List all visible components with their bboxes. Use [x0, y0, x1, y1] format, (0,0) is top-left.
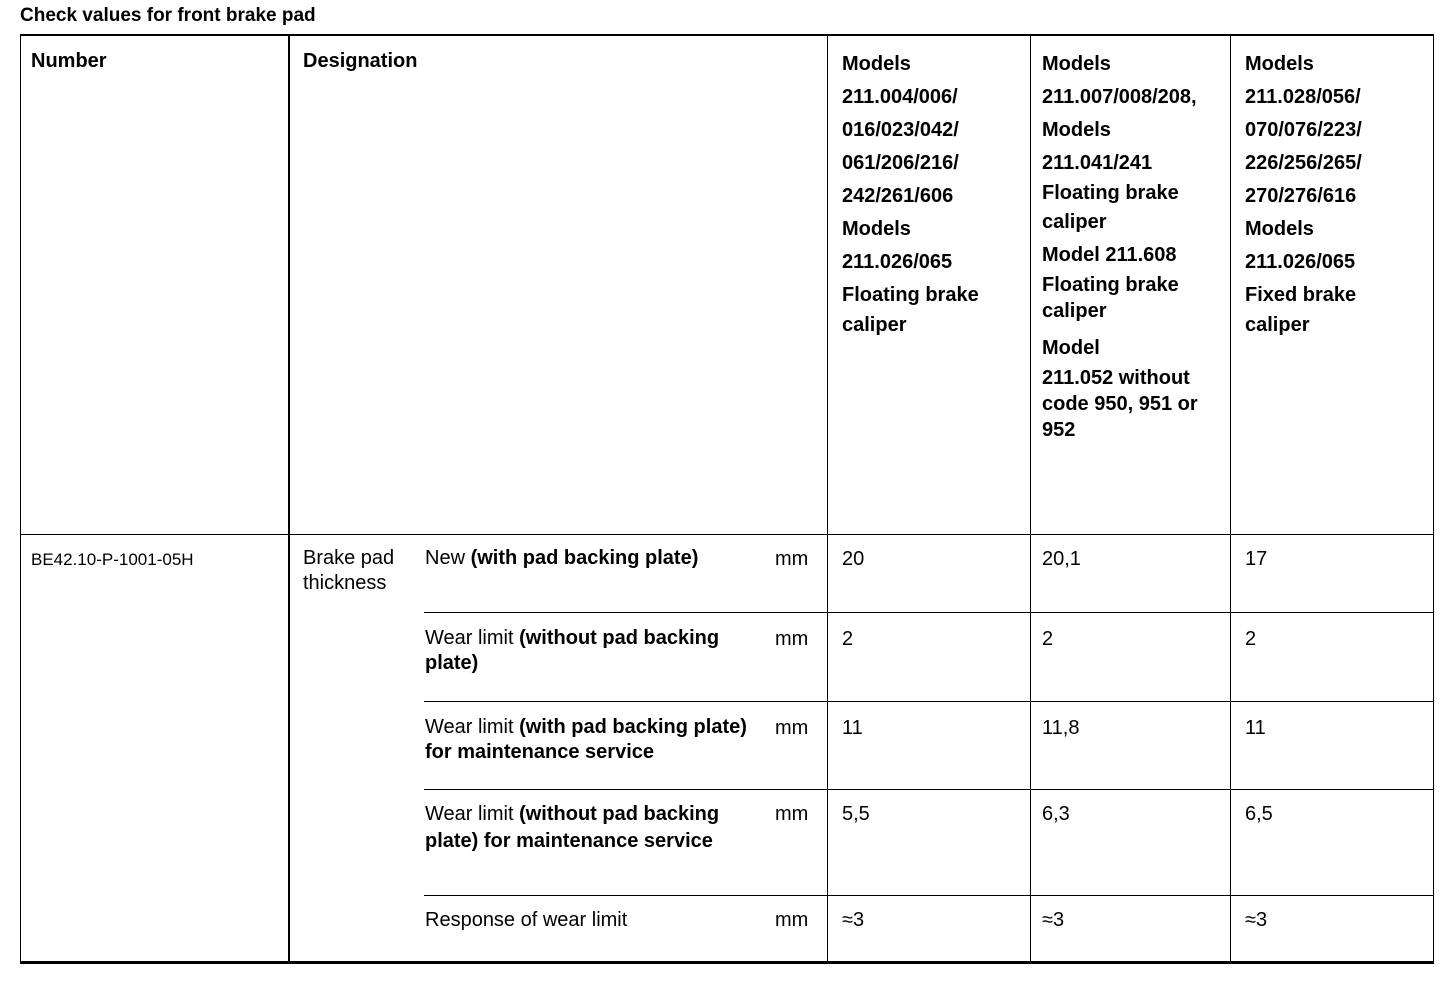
value-cell: 2 [1245, 628, 1257, 650]
value-cell: 2 [1042, 628, 1054, 650]
designation-item: Wear limit (with pad backing plate) for maintenance service [425, 716, 747, 763]
value-cell: ≈3 [1245, 909, 1268, 931]
designation-item: New (with pad backing plate) [425, 547, 699, 569]
value-cell: 2 [842, 628, 854, 650]
header-designation: Designation [303, 50, 418, 72]
row-number: BE42.10-P-1001-05H [31, 550, 194, 569]
value-cell: 6,3 [1042, 803, 1070, 825]
table-divider [20, 534, 1434, 535]
unit-label: mm [775, 717, 809, 739]
table-divider [1030, 34, 1031, 964]
value-cell: 6,5 [1245, 803, 1273, 825]
unit-label: mm [775, 628, 809, 650]
table-divider [288, 34, 290, 964]
table-divider [424, 895, 1434, 896]
value-cell: 11 [842, 717, 863, 739]
header-models-col1: Models 211.004/006/ 016/023/042/ 061/206/216/ 242/261/606 Models 211.026/065 Floating brake caliper [842, 53, 979, 336]
page-title: Check values for front brake pad [20, 5, 316, 26]
value-cell: 20 [842, 548, 865, 570]
designation-item: Wear limit (without pad backing plate) [425, 627, 720, 674]
value-cell: 5,5 [842, 803, 870, 825]
table-divider [424, 701, 1434, 702]
unit-label: mm [775, 803, 809, 825]
table-divider [424, 789, 1434, 790]
value-cell: 17 [1245, 548, 1268, 570]
value-cell: ≈3 [842, 909, 865, 931]
designation-item: Wear limit (without pad backing plate) for maintenance service [425, 803, 720, 852]
table-divider [424, 612, 1434, 613]
designation-item: Response of wear limit [425, 909, 628, 931]
value-cell: 20,1 [1042, 548, 1081, 570]
table-divider [827, 34, 828, 964]
header-models-col3: Models 211.028/056/ 070/076/223/ 226/256/265/ 270/276/616 Models 211.026/065 Fixed brake caliper [1245, 53, 1362, 336]
value-cell: ≈3 [1042, 909, 1065, 931]
unit-label: mm [775, 909, 809, 931]
value-cell: 11,8 [1042, 717, 1080, 739]
table-divider [1230, 34, 1231, 964]
unit-label: mm [775, 548, 809, 570]
designation-group: Brake pad thickness [303, 547, 395, 594]
header-models-col2: Models 211.007/008/208, Models 211.041/241 Floating brake caliper Model 211.608 Floating brake caliper Model 211.052 without code 950, 951 or 952 [1042, 53, 1198, 441]
header-number: Number [31, 50, 107, 72]
value-cell: 11 [1245, 717, 1266, 739]
